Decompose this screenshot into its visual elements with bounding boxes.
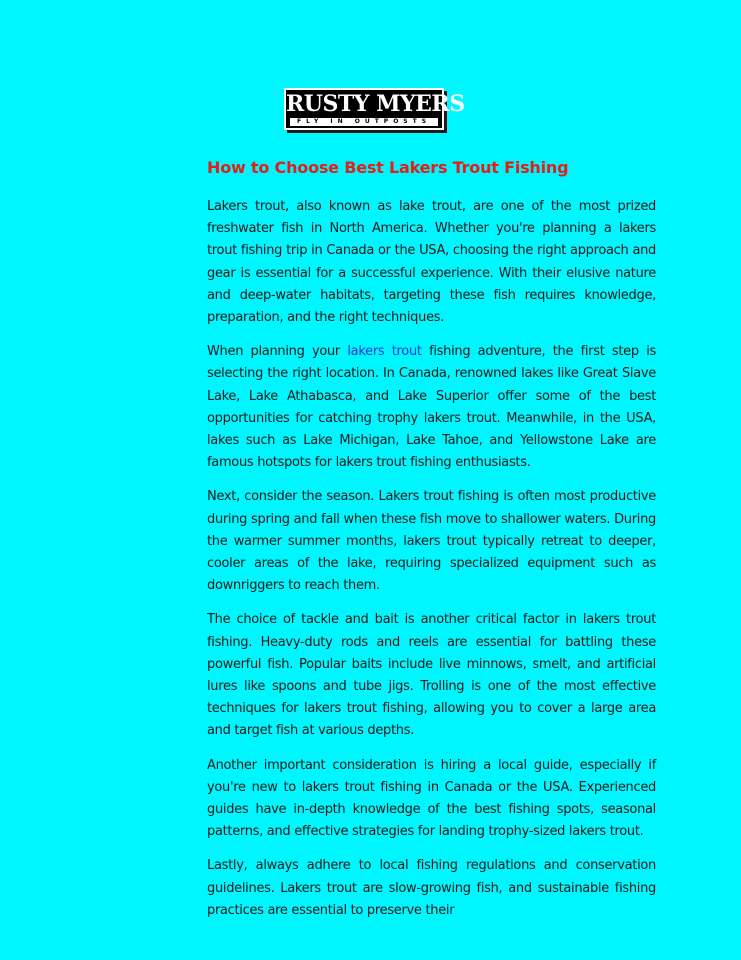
paragraph-location-text-end: fishing adventure, the first step is selecting the right location. In Canada, renowned lakes like Great Slave Lake, Lake Athabasca, and Lake Superior offer some of the best opportunities for catching trophy lakers trout. Meanwhile, in the USA, lakes such as Lake Michigan, Lake Tahoe, and Yellowstone Lake are famous hotspots for lakers trout fishing enthusiasts. — [207, 344, 656, 471]
logo-tagline: FLY IN OUTPOSTS — [290, 118, 438, 126]
paragraph-intro: Lakers trout, also known as lake trout, are one of the most prized freshwater fish in North America. Whether you're planning a lakers trout fishing trip in Canada or the USA, choosing the right approach and gear is essential for a successful experience. With their elusive nature and deep-water habitats, targeting these fish requires knowledge, preparation, and the right techniques. — [207, 199, 656, 326]
logo-wordmark: RUSTY MYERS — [286, 91, 465, 117]
rusty-myers-logo[interactable] — [284, 88, 465, 130]
paragraph-season: Next, consider the season. Lakers trout fishing is often most productive during spring and fall when these fish move to shallower waters. During the warmer summer months, lakers trout typically retreat to deeper, cooler areas of the lake, requiring specialized equipment such as downriggers to reach them. — [207, 489, 656, 594]
paragraph-regulations: Lastly, always adhere to local fishing regulations and conservation guidelines. Lakers trout are slow-growing fish, and sustainable fishing practices are essential to preserve their — [207, 858, 656, 918]
paragraph-location-text-start: When planning your — [207, 344, 348, 360]
article-title: How to Choose Best Lakers Trout Fishing — [207, 158, 569, 177]
paragraph-guide: Another important consideration is hiring a local guide, especially if you're new to lakers trout fishing in Canada or the USA. Experienced guides have in-depth knowledge of the best fishing spots, seasonal patterns, and effective strategies for landing trophy-sized lakers trout. — [207, 757, 656, 840]
paragraph-location — [207, 341, 656, 474]
article — [207, 156, 656, 934]
lakers-trout-link[interactable]: lakers trout — [347, 344, 422, 360]
paragraph-tackle: The choice of tackle and bait is another critical factor in lakers trout fishing. Heavy-duty rods and reels are essential for battling these powerful fish. Popular baits include live minnows, smelt, and artificial lures like spoons and tube jigs. Trolling is one of the most effective techniques for lakers trout fishing, allowing you to cover a large area and target fish at various depths. — [207, 612, 656, 739]
